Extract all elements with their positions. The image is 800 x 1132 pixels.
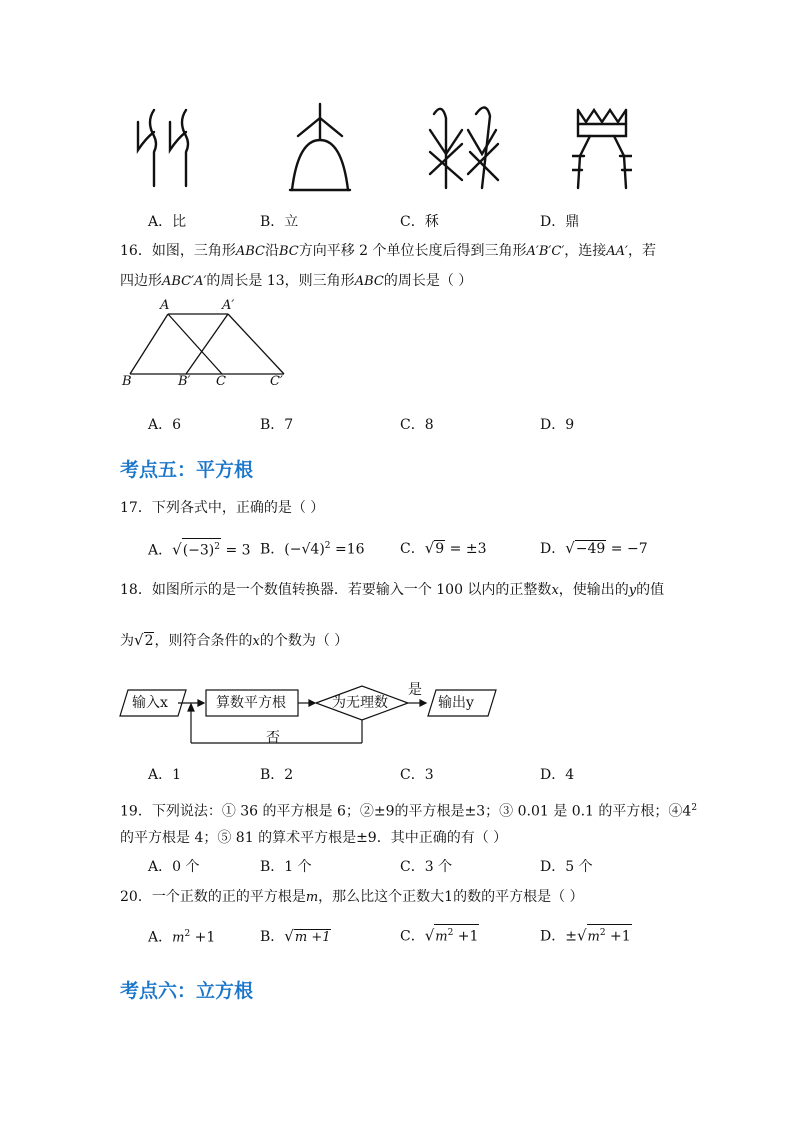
q19-option-a: A．0 个 xyxy=(148,859,200,875)
label-a-prime: A′ xyxy=(222,298,235,313)
label-c: C xyxy=(216,374,226,389)
glyph-li-image xyxy=(284,100,354,192)
label-c-prime: C′ xyxy=(270,374,283,389)
section-heading-5: 考点五：平方根 xyxy=(120,459,254,481)
q15-option-b: B．立 xyxy=(260,214,299,230)
glyph-li2-image xyxy=(424,100,504,192)
section-heading-6: 考点六：立方根 xyxy=(120,980,254,1002)
q18-option-a: A．1 xyxy=(148,767,182,783)
q19-option-b: B．1 个 xyxy=(260,859,312,875)
q15-option-c: C．秝 xyxy=(400,214,439,230)
q19-stem-line1: 19．下列说法：① 36 的平方根是 6；②±9的平方根是±3；③ 0.01 是 0.1 的平方根；$④4^2$ xyxy=(120,803,698,820)
q18-flowchart xyxy=(118,680,518,750)
label-a: A xyxy=(160,298,170,313)
q16-option-a: A．6 xyxy=(148,417,182,433)
glyph-ding-image xyxy=(572,104,632,192)
flow-no-label: 否 xyxy=(266,730,280,746)
q18-option-d: D．4 xyxy=(540,767,575,783)
flow-output-label: 输出y xyxy=(438,695,474,711)
q18-stem-line2: 为√2，则符合条件的x的个数为（ ） xyxy=(120,631,349,649)
q17-option-d: D．√−49 = −7 xyxy=(540,539,648,557)
label-b: B xyxy=(122,374,132,389)
q19-stem-line2: 的平方根是 4；⑤ 81 的算术平方根是±9．其中正确的有（ ） xyxy=(120,830,508,846)
q17-option-c: C．√9 = ±3 xyxy=(400,539,487,557)
q18-option-c: C．3 xyxy=(400,767,434,783)
glyph-bi-image xyxy=(132,102,202,190)
q20-stem: 20．一个正数的正的平方根是m，那么比这个正数大1的数的平方根是（ ） xyxy=(120,889,584,905)
q16-option-b: B．7 xyxy=(260,417,294,433)
q20-option-c: C．$√m^2 +1$ xyxy=(400,924,479,947)
q20-option-a: A．$m^2 +1$ xyxy=(148,929,216,946)
q16-option-d: D．9 xyxy=(540,417,575,433)
q16-stem-line1: 16．如图，三角形ABC沿BC方向平移 2 个单位长度后得到三角形A′B′C′，连接AA′，若 xyxy=(120,243,657,259)
q17-stem: 17．下列各式中，正确的是（ ） xyxy=(120,500,325,516)
q16-option-c: C．8 xyxy=(400,417,434,433)
label-b-prime: B′ xyxy=(178,374,191,389)
flow-input-label: 输入x xyxy=(132,695,168,711)
q19-option-d: D．5 个 xyxy=(540,859,593,875)
q17-option-a: A．$√(-3)^2 = 3$ xyxy=(148,538,251,561)
q15-option-d: D．鼎 xyxy=(540,214,580,230)
q20-option-d: D．$\pm√m^2 +1$ xyxy=(540,924,632,947)
q16-stem-line2: 四边形ABC′A′的周长是 13，则三角形ABC的周长是（ ） xyxy=(120,273,473,289)
flow-decision-label: 为无理数 xyxy=(332,695,388,711)
flow-process-label: 算数平方根 xyxy=(216,695,286,711)
q18-stem-line1: 18．如图所示的是一个数值转换器．若要输入一个 100 以内的正整数x，使输出的y的值 xyxy=(120,582,665,598)
q18-option-b: B．2 xyxy=(260,767,294,783)
q17-option-b: B．$(-√4)^2 =16$ xyxy=(260,541,365,558)
q15-option-a: A．比 xyxy=(148,214,187,230)
q20-option-b: B．√m +1 xyxy=(260,927,331,945)
q19-option-c: C．3 个 xyxy=(400,859,453,875)
flow-yes-label: 是 xyxy=(408,682,422,698)
q16-translation-figure xyxy=(118,298,298,394)
